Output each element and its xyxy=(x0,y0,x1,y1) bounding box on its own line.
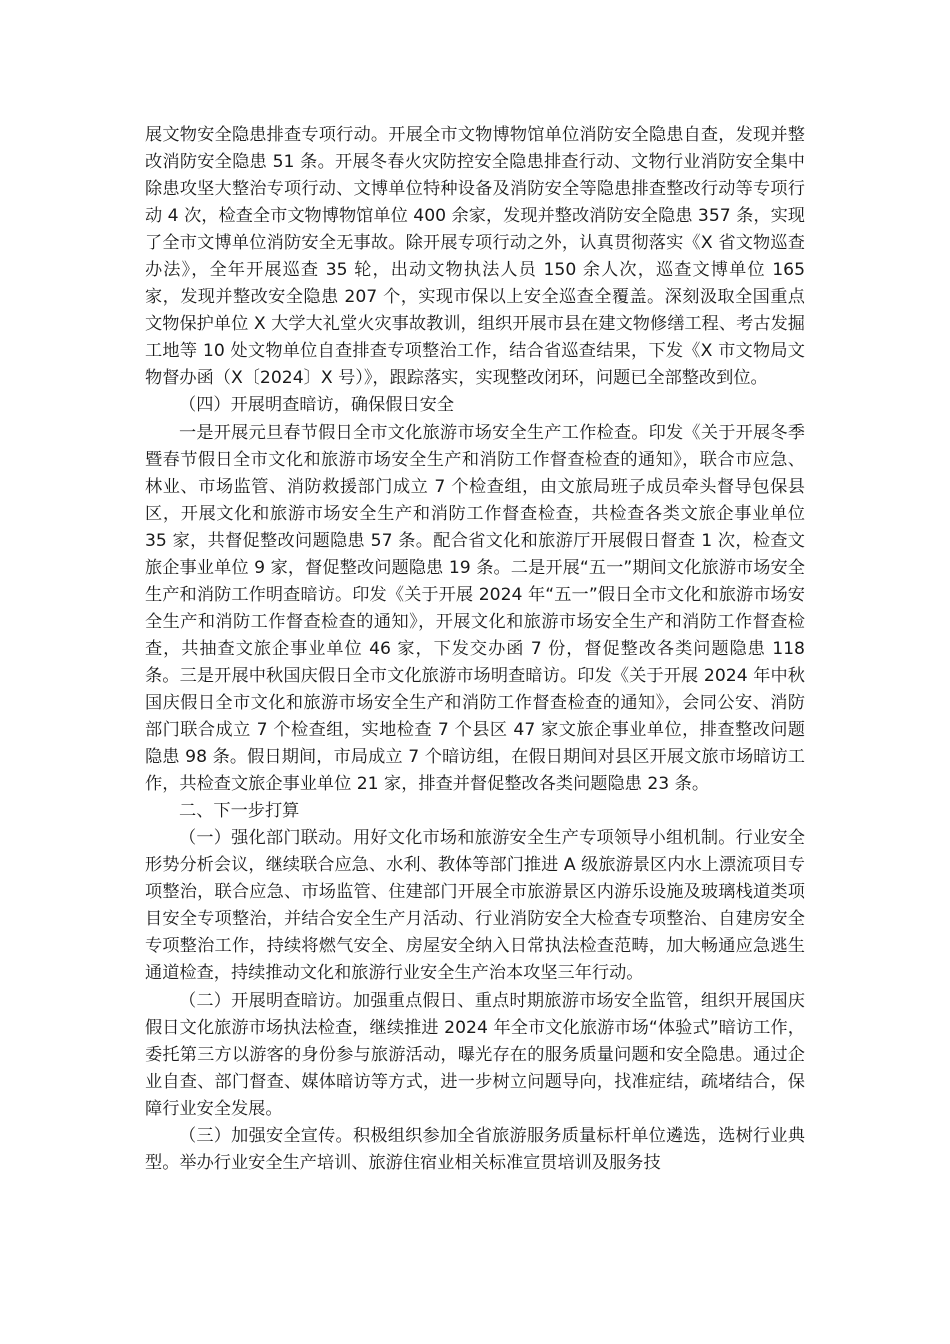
paragraph-department-linkage: （一）强化部门联动。用好文化市场和旅游安全生产专项领导小组机制。行业安全形势分析会议，继续联合应急、水利、教体等部门推进 A 级旅游景区内水上漂流项目专项整治，联合应急、市场监管、住建部门开展全市旅游景区内游乐设施及玻璃栈道类项目安全专项整治，并结合安全生产月活动、行业消防安全大检查专项整治、自建房安全专项整治工作，持续将燃气安全、房屋安全纳入日常执法检查范畴，加大畅通应急逃生通道检查，持续推动文化和旅游行业安全生产治本攻坚三年行动。 xyxy=(145,828,805,984)
paragraph-open-secret-visits: （二）开展明查暗访。加强重点假日、重点时期旅游市场安全监管，组织开展国庆假日文化旅游市场执法检查，继续推进 2024 年全市文化旅游市场“体验式”暗访工作，委托第三方以游客的身份参与旅游活动，曝光存在的服务质量问题和安全隐患。通过企业自查、部门督查、媒体暗访等方式，进一步树立问题导向，找准症结，疏堵结合，保障行业安全发展。 xyxy=(145,990,805,1119)
paragraph-holiday-inspection: 一是开展元旦春节假日全市文化旅游市场安全生产工作检查。印发《关于开展冬季暨春节假日全市文化和旅游市场安全生产和消防工作督查检查的通知》，联合市应急、林业、市场监管、消防救援部门成立 7 个检查组，由文旅局班子成员牵头督导包保县区，开展文化和旅游市场安全生产和消防工作督查检查，共检查各类文旅企事业单位 35 家，共督促整改问题隐患 57 条。配合省文化和旅游厅开展假日督查 1 次，检查文旅企事业单位 9 家，督促整改问题隐患 19 条。二是开展“五一”期间文化旅游市场安全生产和消防工作明查暗访。印发《关于开展 2024 年“五一”假日全市文化和旅游市场安全生产和消防工作督查检查的通知》，开展文化和旅游市场安全生产和消防工作督查检查，共抽查文旅企事业单位 46 家，下发交办函 7 份，督促整改各类问题隐患 118 条。三是开展中秋国庆假日全市文化旅游市场明查暗访。印发《关于开展 2024 年中秋国庆假日全市文化和旅游市场安全生产和消防工作督查检查的通知》，会同公安、消防部门联合成立 7 个检查组，实地检查 7 个县区 47 家文旅企事业单位，排查整改问题隐患 98 条。假日期间，市局成立 7 个暗访组，在假日期间对县区开展文旅市场暗访工作，共检查文旅企事业单位 21 家，排查并督促整改各类问题隐患 23 条。 xyxy=(145,422,805,795)
document-body xyxy=(145,122,805,1177)
section-heading-4: （四）开展明查暗访，确保假日安全 xyxy=(179,395,455,416)
section-heading-next-steps: 二、下一步打算 xyxy=(179,801,300,822)
paragraph-relic-safety: 展文物安全隐患排查专项行动。开展全市文物博物馆单位消防安全隐患自查，发现并整改消防安全隐患 51 条。开展冬春火灾防控安全隐患排查行动、文物行业消防安全集中除患攻坚大整治专项行动、文博单位特种设备及消防安全等隐患排查整改行动等专项行动 4 次，检查全市文物博物馆单位 400 余家，发现并整改消防安全隐患 357 条，实现了全市文博单位消防安全无事故。除开展专项行动之外，认真贯彻落实《X 省文物巡查办法》，全年开展巡查 35 轮，出动文物执法人员 150 余人次，巡查文博单位 165 家，发现并整改安全隐患 207 个，实现市保以上安全巡查全覆盖。深刻汲取全国重点文物保护单位 X 大学大礼堂火灾事故教训，组织开展市县在建文物修缮工程、考古发掘工地等 10 处文物单位自查排查专项整治工作，结合省巡查结果，下发《X 市文物局文物督办函（X〔2024〕X 号）》，跟踪落实，实现整改闭环，问题已全部整改到位。 xyxy=(145,125,805,389)
paragraph-safety-publicity: （三）加强安全宣传。积极组织参加全省旅游服务质量标杆单位遴选，选树行业典型。举办行业安全生产培训、旅游住宿业相关标准宣贯培训及服务技 xyxy=(145,1125,805,1173)
